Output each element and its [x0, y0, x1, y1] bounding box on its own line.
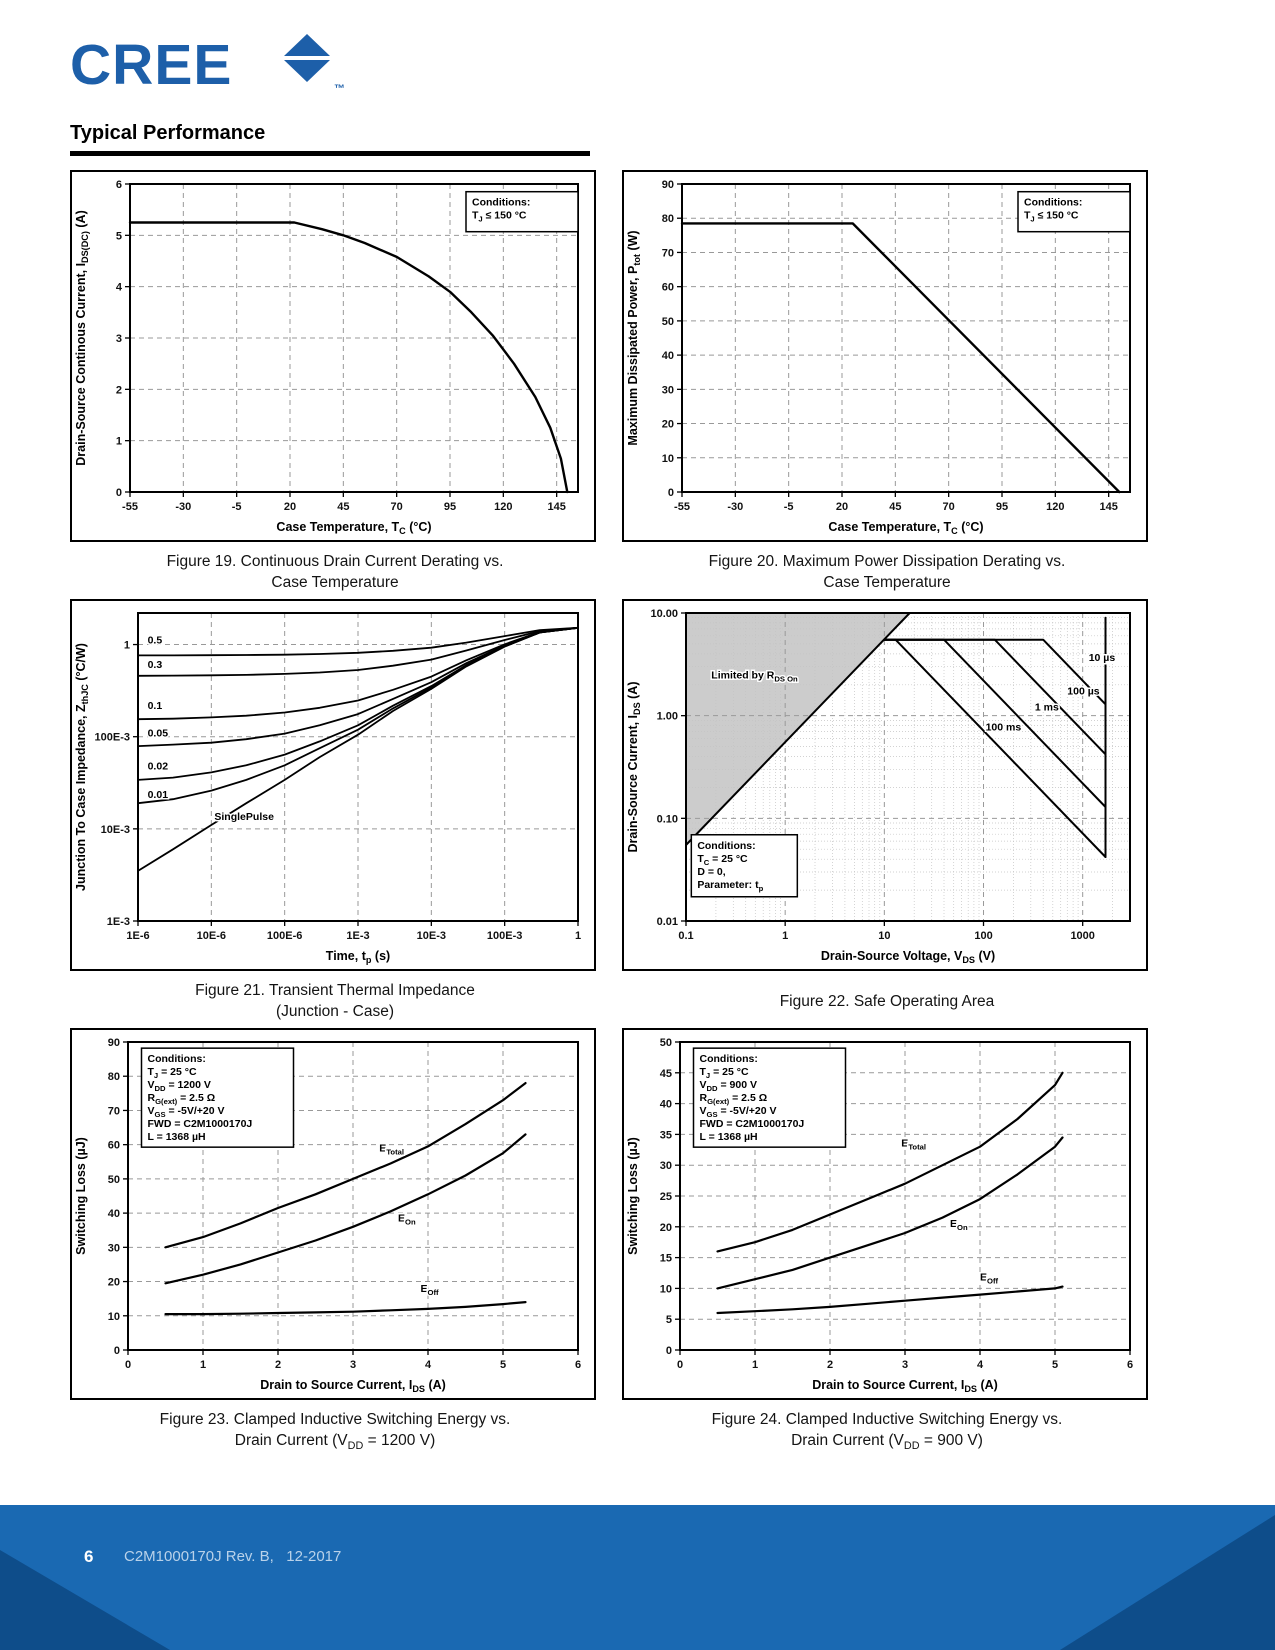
conditions-line: $R_{G(ext)} = 2.5$ Ω: [147, 1092, 216, 1107]
y-tick-label: 0: [113, 1345, 120, 1357]
figure-24-chart: [624, 1030, 1146, 1398]
series-ptot-derating: [682, 223, 1119, 492]
trademark-symbol: ™: [334, 83, 345, 95]
page-number: 6: [84, 1547, 94, 1566]
x-tick-label: -30: [175, 501, 192, 513]
y-tick-label: 1: [123, 639, 130, 652]
cree-logo-text: CREE: [70, 33, 233, 97]
x-tick-label: 3: [349, 1359, 357, 1371]
caption-line: Figure 19. Continuous Drain Current Derating vs.: [166, 553, 504, 570]
cree-logo-mark-bottom-triangle: [284, 60, 330, 82]
x-axis-title: Case Temperature, $T_C$ (°C): [828, 520, 984, 536]
curve-label: 1 ms: [1034, 701, 1059, 714]
y-tick-label: 60: [661, 281, 674, 294]
y-tick-label: 1: [115, 435, 122, 448]
curve-label: $E_{On}$: [950, 1217, 968, 1232]
figure-22-frame: [622, 599, 1148, 971]
y-tick-label: 0.10: [656, 813, 678, 826]
figure-20: [622, 170, 1152, 593]
figure-23-chart: [72, 1030, 594, 1398]
caption-line: Figure 24. Clamped Inductive Switching Energy vs.: [711, 1411, 1063, 1428]
figure-23-caption: [70, 1409, 600, 1457]
conditions-line: $T_J = 25$ °C: [699, 1066, 749, 1081]
x-tick-label: 95: [443, 501, 457, 513]
figure-23-frame: [70, 1028, 596, 1400]
x-tick-label: 10E-6: [196, 930, 227, 942]
series-e-on: [718, 1138, 1063, 1289]
curve-label: 10 µs: [1088, 652, 1116, 665]
conditions-line: $V_{DD} = 1200$ V: [147, 1079, 211, 1094]
caption-line: (Junction - Case): [275, 1003, 394, 1020]
y-tick-label: 40: [661, 350, 674, 363]
x-tick-label: 10E-3: [416, 930, 447, 942]
figure-21-chart: [72, 601, 594, 969]
x-tick-label: 0.1: [678, 930, 694, 942]
figure-22-chart: [624, 601, 1146, 969]
y-tick-label: 10: [659, 1283, 672, 1296]
conditions-line: $V_{DD} = 900$ V: [699, 1079, 757, 1094]
conditions-line: Conditions:: [147, 1053, 206, 1066]
x-tick-label: 95: [995, 501, 1009, 513]
curve-label: $E_{Off}$: [420, 1282, 439, 1297]
caption-line: Drain Current ($V_{DD} = 1200$ V): [234, 1432, 436, 1453]
y-tick-label: 0: [667, 487, 674, 499]
y-tick-label: 5: [115, 230, 122, 243]
figure-21-frame: [70, 599, 596, 971]
curve-label: 0.05: [147, 727, 169, 740]
x-tick-label: -5: [231, 501, 242, 513]
series-e-on: [166, 1134, 526, 1283]
x-tick-label: 1: [574, 930, 582, 942]
y-tick-label: 0.01: [656, 916, 678, 928]
y-tick-label: 4: [115, 281, 122, 294]
cree-logo: [70, 30, 1275, 100]
curve-label: 0.01: [147, 789, 169, 802]
footer-right-triangle: [1060, 1515, 1275, 1650]
figure-22: [622, 599, 1152, 1022]
y-tick-label: 10: [661, 452, 674, 465]
y-tick-label: 50: [659, 1037, 672, 1049]
y-tick-label: 30: [661, 384, 674, 397]
y-tick-label: 30: [659, 1160, 672, 1173]
series-tp-100ms: [884, 640, 1105, 857]
series-ids-derating: [130, 223, 567, 493]
x-tick-label: 100: [974, 930, 993, 942]
x-tick-label: 1: [782, 930, 789, 942]
x-tick-label: 70: [942, 501, 955, 513]
y-tick-label: 0: [665, 1345, 672, 1357]
conditions-line: Conditions:: [1024, 196, 1083, 209]
x-tick-label: 6: [1126, 1359, 1134, 1371]
y-tick-label: 2: [115, 384, 122, 397]
y-axis-title: Maximum Dissipated Power, $P_{tot}$ (W): [626, 230, 642, 446]
y-tick-label: 20: [107, 1276, 120, 1289]
caption-line: Drain Current ($V_{DD} = 900$ V): [791, 1432, 983, 1453]
figure-23: [70, 1028, 600, 1457]
conditions-line: $T_J \le 150$ °C: [1024, 209, 1079, 224]
figure-21-caption: [70, 980, 600, 1022]
curve-label: 100 µs: [1067, 685, 1100, 698]
y-tick-label: 100E-3: [94, 731, 130, 744]
x-tick-label: -5: [783, 501, 794, 513]
figure-24-caption: [622, 1409, 1152, 1457]
y-tick-label: 20: [661, 418, 674, 431]
cree-logo-svg: [70, 30, 370, 100]
figure-24-frame: [622, 1028, 1148, 1400]
caption-line: Case Temperature: [823, 574, 951, 591]
y-tick-label: 10.00: [650, 608, 678, 620]
y-tick-label: 70: [661, 247, 674, 260]
x-tick-label: 0: [124, 1359, 132, 1371]
conditions-line: Conditions:: [699, 1053, 758, 1066]
x-tick-label: -55: [122, 501, 138, 513]
curve-label: 0.02: [147, 760, 169, 773]
caption-line: Case Temperature: [271, 574, 399, 591]
curve-label: Limited by $R_{DS On}$: [711, 669, 798, 684]
conditions-line: FWD = C2M1000170J: [147, 1118, 253, 1131]
y-tick-label: 50: [661, 315, 674, 328]
figure-21: [70, 599, 600, 1022]
figure-19: [70, 170, 600, 593]
y-tick-label: 40: [107, 1208, 120, 1221]
curve-label: $E_{Total}$: [901, 1137, 927, 1152]
y-tick-label: 80: [107, 1071, 120, 1084]
caption-line: Figure 20. Maximum Power Dissipation Derating vs.: [708, 553, 1066, 570]
y-tick-label: 10E-3: [100, 823, 130, 836]
y-tick-label: 50: [107, 1173, 120, 1186]
y-tick-label: 15: [659, 1252, 672, 1265]
figure-19-caption: [70, 551, 600, 593]
y-axis-title: Junction To Case Impedance, $Z_{thJC}$ (°C/W): [74, 643, 90, 891]
x-tick-label: 20: [283, 501, 297, 513]
y-tick-label: 25: [659, 1191, 672, 1203]
y-tick-label: 5: [665, 1314, 672, 1327]
x-tick-label: 6: [574, 1359, 582, 1371]
conditions-line: $R_{G(ext)} = 2.5$ Ω: [699, 1092, 768, 1107]
y-tick-label: 90: [107, 1037, 120, 1049]
y-tick-label: 0: [115, 487, 122, 499]
section-heading: Typical Performance: [70, 122, 266, 144]
x-tick-label: 5: [1051, 1359, 1059, 1371]
x-tick-label: 120: [1046, 501, 1065, 513]
conditions-line: $V_{GS} = -5V/+20$ V: [147, 1105, 225, 1120]
conditions-line: L = 1368 µH: [147, 1131, 206, 1144]
y-axis-title: Switching Loss (µJ): [626, 1137, 640, 1255]
y-tick-label: 30: [107, 1242, 120, 1255]
x-tick-label: 120: [494, 501, 513, 513]
x-tick-label: 20: [835, 501, 849, 513]
x-tick-label: 145: [547, 501, 566, 513]
x-tick-label: 4: [424, 1359, 432, 1371]
x-tick-label: 5: [499, 1359, 507, 1371]
y-tick-label: 60: [107, 1139, 120, 1152]
figures-grid: [70, 170, 1275, 1463]
curve-label: $E_{Off}$: [980, 1271, 999, 1286]
figure-19-chart: [72, 172, 594, 540]
y-tick-label: 10: [107, 1310, 120, 1323]
page-footer: [0, 1505, 1275, 1650]
y-tick-label: 20: [659, 1221, 672, 1234]
curve-label: $E_{On}$: [398, 1212, 416, 1227]
curve-label: 0.1: [147, 700, 163, 712]
x-tick-label: 1000: [1070, 930, 1095, 942]
figure-20-chart: [624, 172, 1146, 540]
x-axis-title: Drain to Source Current, $I_{DS}$ (A): [260, 1378, 446, 1394]
x-tick-label: 10: [878, 930, 891, 942]
x-axis-title: Drain-Source Voltage, $V_{DS}$ (V): [820, 949, 996, 965]
x-tick-label: 1E-6: [126, 930, 150, 942]
conditions-line: Conditions:: [697, 839, 756, 852]
y-tick-label: 3: [115, 333, 122, 345]
y-tick-label: 80: [661, 213, 674, 226]
conditions-line: Conditions:: [472, 196, 531, 209]
x-axis-title: Drain to Source Current, $I_{DS}$ (A): [812, 1378, 998, 1394]
cree-logo-mark-top-triangle: [284, 34, 330, 56]
conditions-line: $T_J = 25$ °C: [147, 1066, 197, 1081]
conditions-line: $T_C = 25$ °C: [697, 852, 748, 867]
figure-24: [622, 1028, 1152, 1457]
x-axis-title: Case Temperature, $T_C$ (°C): [276, 520, 432, 536]
x-tick-label: 1E-3: [346, 930, 370, 942]
conditions-line: $V_{GS} = -5V/+20$ V: [699, 1105, 777, 1120]
y-axis-title: Drain-Source Current, $I_{DS}$ (A): [626, 681, 642, 853]
figure-22-caption: [622, 980, 1152, 1012]
x-tick-label: 2: [274, 1359, 282, 1371]
y-tick-label: 45: [659, 1067, 672, 1080]
curve-label: 0.3: [147, 658, 163, 671]
doc-reference: C2M1000170J Rev. B, 12-2017: [124, 1548, 342, 1565]
page-header: [0, 0, 1275, 156]
x-tick-label: -55: [674, 501, 690, 513]
x-tick-label: 100E-3: [486, 930, 523, 942]
x-tick-label: 45: [337, 501, 350, 513]
series-e-off: [166, 1302, 526, 1314]
x-tick-label: 3: [901, 1359, 909, 1371]
x-tick-label: 2: [826, 1359, 834, 1371]
x-axis-title: Time, $t_p$ (s): [325, 949, 391, 965]
x-tick-label: 100E-6: [266, 930, 303, 942]
conditions-line: Parameter: $t_p$: [697, 878, 764, 893]
y-tick-label: 70: [107, 1105, 120, 1118]
figure-20-caption: [622, 551, 1152, 593]
y-tick-label: 1E-3: [106, 916, 130, 928]
conditions-line: FWD = C2M1000170J: [699, 1118, 805, 1131]
curve-label: SinglePulse: [214, 810, 274, 823]
series-e-off: [718, 1287, 1063, 1313]
heading-rule: [70, 151, 590, 156]
y-tick-label: 1.00: [656, 710, 678, 723]
curve-label: 100 ms: [985, 721, 1022, 734]
y-axis-title: Drain-Source Continous Current, $I_{DS(DC)}$ (A): [74, 210, 90, 466]
y-tick-label: 90: [661, 179, 674, 191]
caption-line: Figure 22. Safe Operating Area: [779, 993, 995, 1010]
x-tick-label: 1: [751, 1359, 759, 1371]
x-tick-label: 1: [199, 1359, 207, 1371]
caption-line: Figure 21. Transient Thermal Impedance: [195, 982, 475, 999]
x-tick-label: 0: [676, 1359, 684, 1371]
conditions-line: $T_J \le 150$ °C: [472, 209, 527, 224]
curve-label: $E_{Total}$: [379, 1142, 405, 1157]
x-tick-label: 70: [390, 501, 403, 513]
figure-20-frame: [622, 170, 1148, 542]
x-tick-label: 4: [976, 1359, 984, 1371]
figure-19-frame: [70, 170, 596, 542]
y-tick-label: 6: [115, 179, 122, 191]
y-axis-title: Switching Loss (µJ): [74, 1137, 88, 1255]
x-tick-label: -30: [727, 501, 744, 513]
x-tick-label: 145: [1099, 501, 1118, 513]
curve-label: 0.5: [147, 634, 163, 647]
conditions-line: D = 0,: [697, 865, 726, 878]
y-tick-label: 35: [659, 1129, 672, 1142]
caption-line: Figure 23. Clamped Inductive Switching Energy vs.: [159, 1411, 511, 1428]
conditions-line: L = 1368 µH: [699, 1131, 758, 1144]
x-tick-label: 45: [889, 501, 902, 513]
y-tick-label: 40: [659, 1098, 672, 1111]
